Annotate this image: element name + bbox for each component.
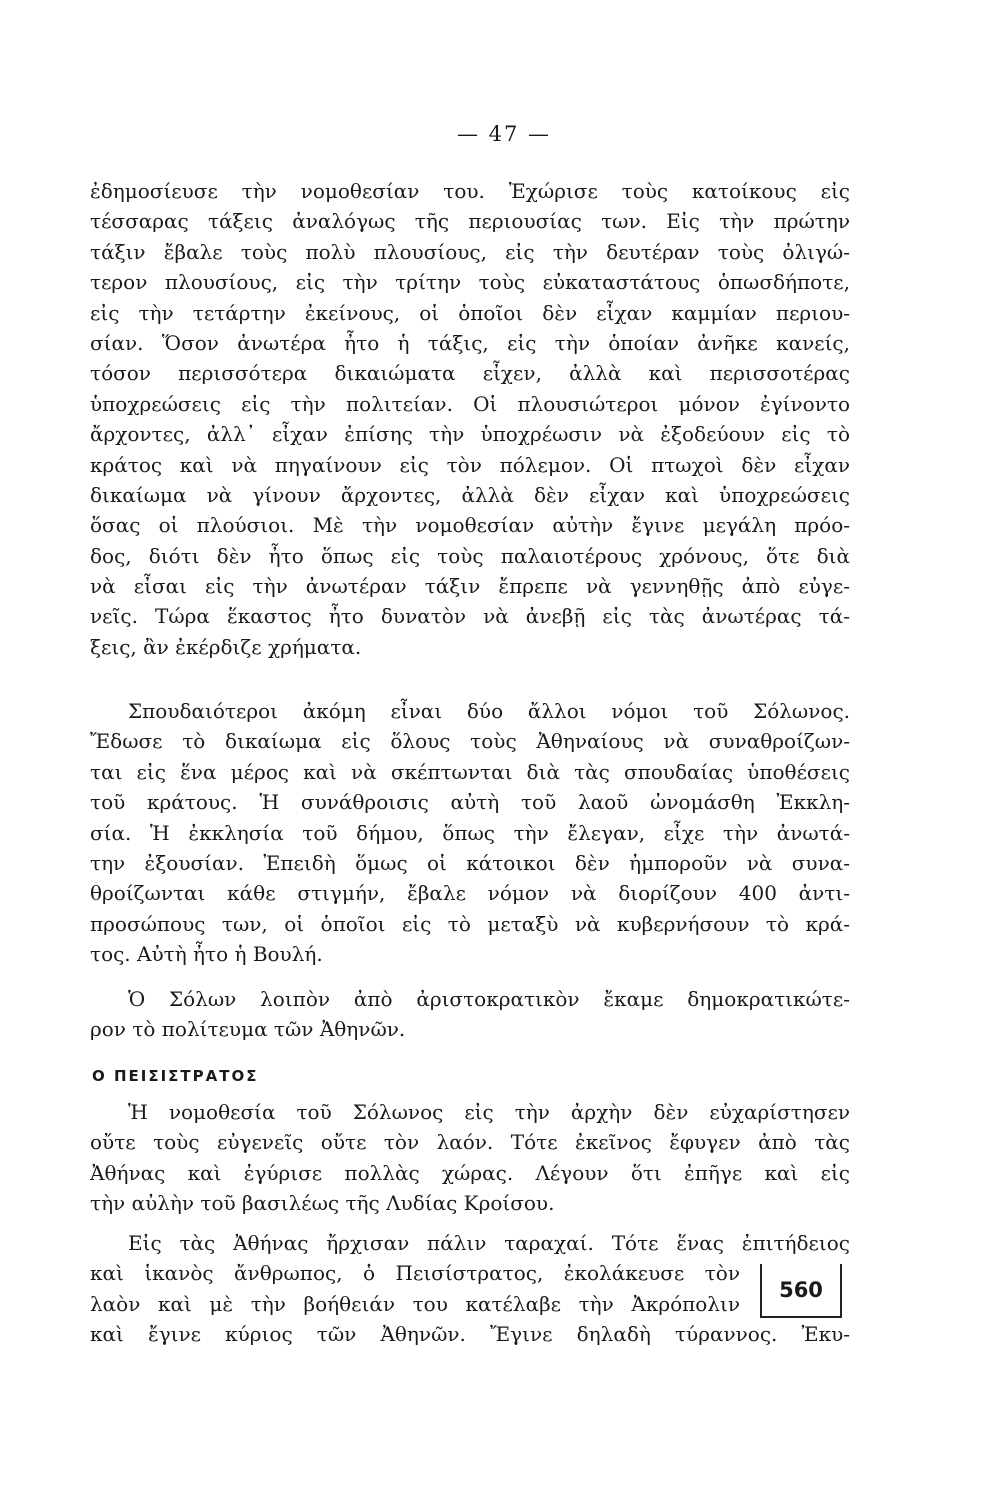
text-line: τέσσαρας τάξεις ἀναλόγως τῆς περιουσίας των. Εἰς τὴν πρώτην <box>90 209 850 234</box>
text-line: καὶ ἔγινε κύριος τῶν Ἀθηνῶν. Ἔγινε δηλαδὴ τύραννος. Ἐκυ- <box>90 1322 850 1347</box>
text-line: Ἡ νομοθεσία τοῦ Σόλωνος εἰς τὴν ἀρχὴν δὲν εὐχαρίστησεν <box>128 1100 850 1124</box>
text-line: Σπουδαιότεροι ἀκόμη εἶναι δύο ἄλλοι νόμοι τοῦ Σόλωνος. <box>128 699 850 723</box>
text-line: Ἀθήνας καὶ ἐγύρισε πολλὰς χώρας. Λέγουν ὅτι ἐπῆγε καὶ εἰς <box>90 1160 850 1185</box>
text-line: Ὁ Σόλων λοιπὸν ἀπὸ ἀριστοκρατικὸν ἔκαμε δημοκρατικώτε- <box>128 987 850 1011</box>
text-line: τάξιν ἔβαλε τοὺς πολὺ πλουσίους, εἰς τὴν δευτέραν τοὺς ὀλιγώ- <box>90 239 850 264</box>
text-line: Εἰς τὰς Ἀθήνας ἤρχισαν πάλιν ταραχαί. Τότε ἕνας ἐπιτήδειος <box>128 1231 850 1255</box>
text-line: δικαίωμα νὰ γίνουν ἄρχοντες, ἀλλὰ δὲν εἶχαν καὶ ὑποχρεώσεις <box>90 482 850 507</box>
section-heading: Ο ΠΕΙΣΙΣΤΡΑΤΟΣ <box>92 1067 259 1085</box>
text-line: την ἐξουσίαν. Ἐπειδὴ ὅμως οἱ κάτοικοι δὲν ἠμποροῦν νὰ συνα- <box>90 850 850 875</box>
text-line: ρον τὸ πολίτευμα τῶν Ἀθηνῶν. <box>90 1017 406 1042</box>
text-line: οὔτε τοὺς εὐγενεῖς οὔτε τὸν λαόν. Τότε ἐκεῖνος ἔφυγεν ἀπὸ τὰς <box>90 1130 850 1155</box>
text-line: εἰς τὴν τετάρτην ἐκείνους, οἱ ὁποῖοι δὲν εἶχαν καμμίαν περιου- <box>90 300 850 325</box>
text-line: κράτος καὶ νὰ πηγαίνουν εἰς τὸν πόλεμον. Οἱ πτωχοὶ δὲν εἶχαν <box>90 452 850 477</box>
text-line: ξεις, ἂν ἐκέρδιζε χρήματα. <box>90 634 362 659</box>
text-line: τος. Αὐτὴ ἦτο ἡ Βουλή. <box>90 942 323 967</box>
paragraph-solon-assembly <box>90 696 850 970</box>
text-line: ἐδημοσίευσε τὴν νομοθεσίαν του. Ἐχώρισε τοὺς κατοίκους εἰς <box>90 179 850 203</box>
text-line: ται εἰς ἕνα μέρος καὶ νὰ σκέπτωνται διὰ τὰς σπουδαίας ὑποθέσεις <box>90 759 850 784</box>
text-line: νὰ εἶσαι εἰς τὴν ἀνωτέραν τάξιν ἔπρεπε νὰ γεννηθῇς ἀπὸ εὐγε- <box>90 574 850 599</box>
text-line: σία. Ἡ ἐκκλησία τοῦ δήμου, ὅπως τὴν ἔλεγαν, εἶχε τὴν ἀνωτά- <box>90 820 850 845</box>
text-line: ὅσας οἱ πλούσιοι. Μὲ τὴν νομοθεσίαν αὐτὴν ἔγινε μεγάλη πρόο- <box>90 513 850 538</box>
text-line: τὴν αὐλὴν τοῦ βασιλέως τῆς Λυδίας Κροίσου. <box>90 1191 555 1216</box>
paragraph-solon-classes <box>90 176 850 662</box>
text-line: νεῖς. Τώρα ἕκαστος ἦτο δυνατὸν νὰ ἀνεβῇ εἰς τὰς ἀνωτέρας τά- <box>90 604 850 629</box>
text-line: τερον πλουσίους, εἰς τὴν τρίτην τοὺς εὐκαταστάτους ὁπωσδήποτε, <box>90 270 850 295</box>
page-stamp-number: 560 <box>760 1264 842 1318</box>
text-line: προσώπους των, οἱ ὁποῖοι εἰς τὸ μεταξὺ νὰ κυβερνήσουν τὸ κρά- <box>90 911 850 936</box>
text-line: λαὸν καὶ μὲ τὴν βοήθειάν του κατέλαβε τὴν Ἀκρόπολιν <box>90 1291 740 1316</box>
text-line: καὶ ἱκανὸς ἄνθρωπος, ὁ Πεισίστρατος, ἐκολάκευσε τὸν <box>90 1261 740 1286</box>
text-line: τοῦ κράτους. Ἡ συνάθροισις αὐτὴ τοῦ λαοῦ ὠνομάσθη Ἐκκλη- <box>90 790 850 815</box>
text-line: Ἔδωσε τὸ δικαίωμα εἰς ὅλους τοὺς Ἀθηναίους νὰ συναθροίζων- <box>90 729 850 754</box>
paragraph-peisistratos-tyranny <box>90 1228 850 1350</box>
paragraph-solon-conclusion <box>90 984 850 1045</box>
text-line: ἄρχοντες, ἀλλ᾿ εἶχαν ἐπίσης τὴν ὑποχρέωσιν νὰ ἐξοδεύουν εἰς τὸ <box>90 422 850 447</box>
text-line: τόσον περισσότερα δικαιώματα εἶχεν, ἀλλὰ καὶ περισσοτέρας <box>90 361 850 386</box>
text-line: δος, διότι δὲν ἦτο ὅπως εἰς τοὺς παλαιοτέρους χρόνους, ὅτε διὰ <box>90 543 850 568</box>
text-line: θροίζωνται κάθε στιγμήν, ἔβαλε νόμον νὰ διορίζουν 400 ἀντι- <box>90 881 850 906</box>
paragraph-peisistratos-intro <box>90 1097 850 1219</box>
text-line: σίαν. Ὅσον ἀνωτέρα ἦτο ἡ τάξις, εἰς τὴν ὁποίαν ἀνῆκε κανείς, <box>90 330 850 355</box>
text-line: ὑποχρεώσεις εἰς τὴν πολιτείαν. Οἱ πλουσιώτεροι μόνον ἐγίνοντο <box>90 391 850 416</box>
page-number: — 47 — <box>456 122 552 146</box>
